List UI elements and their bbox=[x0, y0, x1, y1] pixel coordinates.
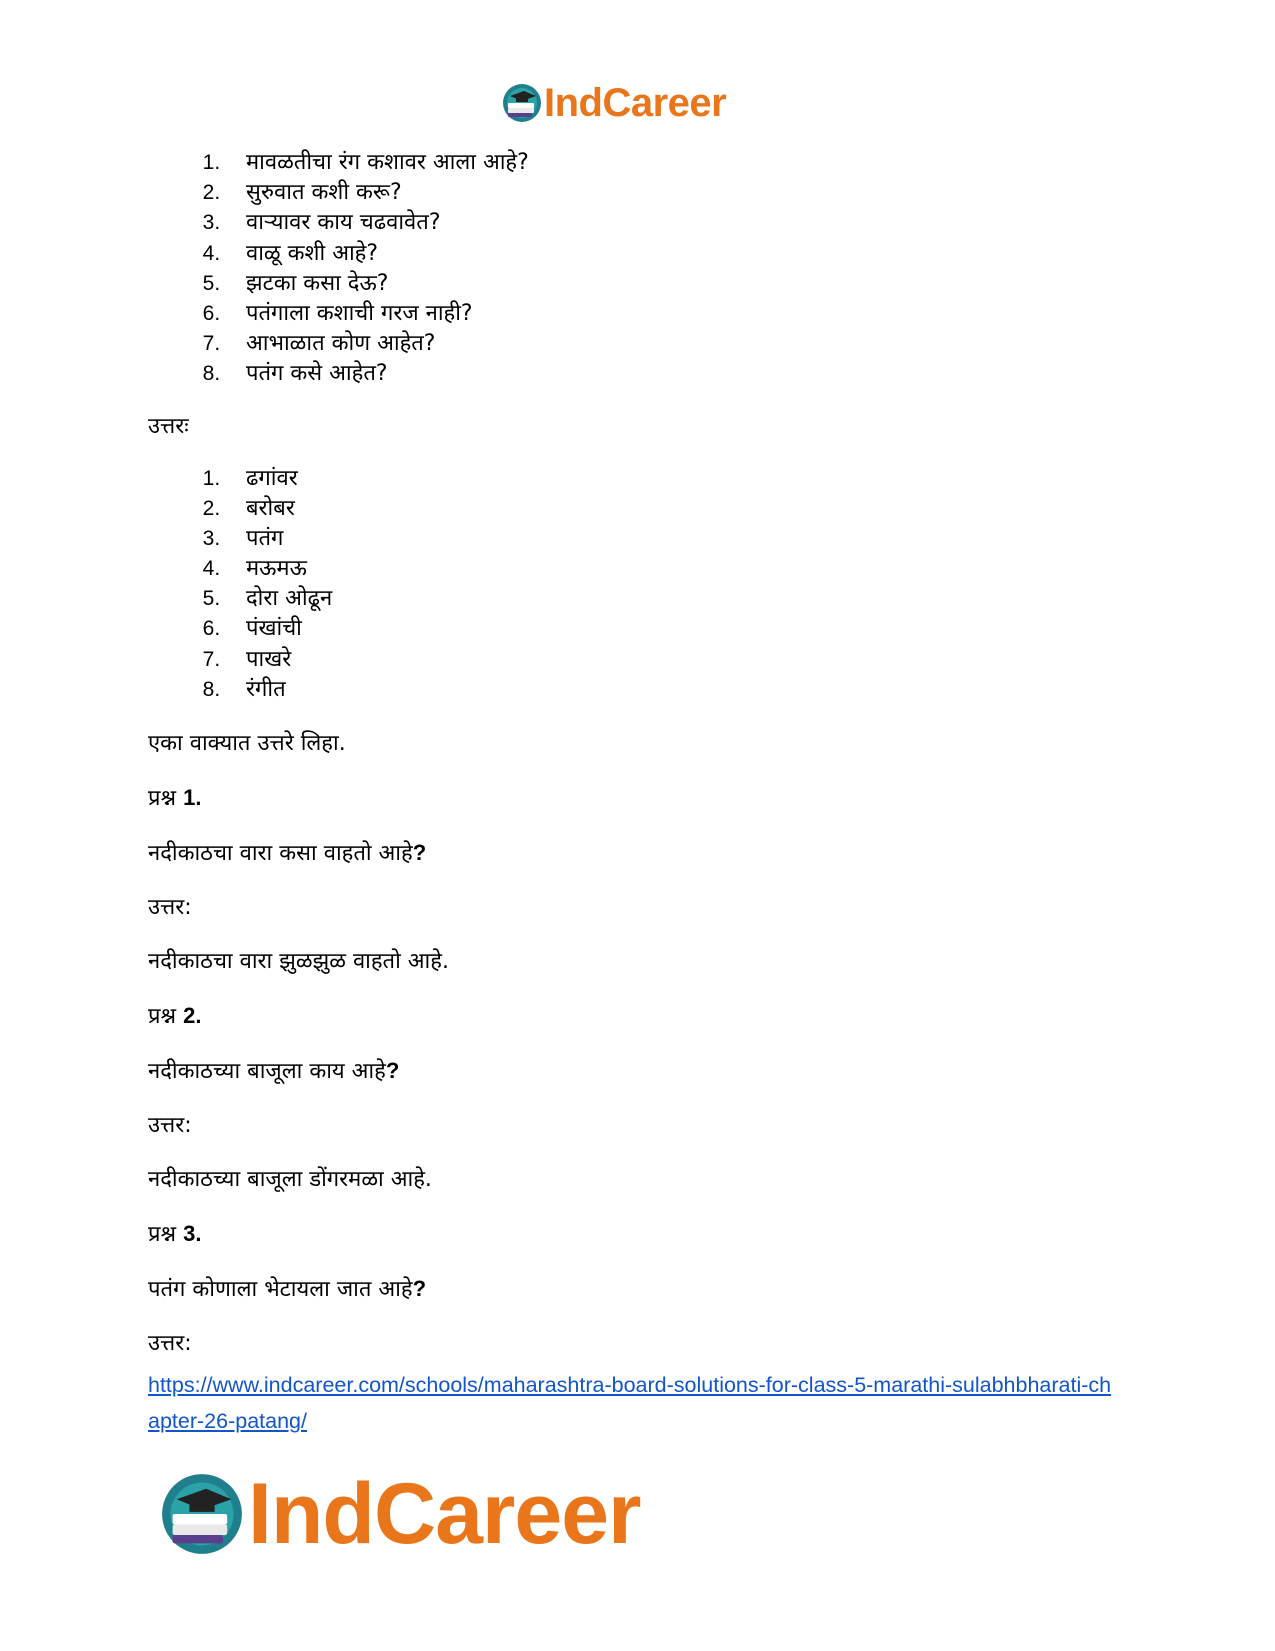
question-body: नदीकाठचा वारा कसा वाहतो आहे bbox=[148, 841, 413, 866]
list-item: 1. ढगांवर bbox=[226, 464, 1138, 494]
header-logo bbox=[502, 80, 726, 126]
question-label bbox=[148, 783, 1138, 814]
brand-name: IndCareer bbox=[248, 1465, 641, 1562]
list-item: 3. पतंग bbox=[226, 524, 1138, 554]
question-word: प्रश्न bbox=[148, 1222, 177, 1247]
list-item: 6. पंखांची bbox=[226, 614, 1138, 644]
question-number: 1. bbox=[183, 785, 202, 810]
answers-list bbox=[148, 464, 1138, 706]
section-title: एका वाक्यात उत्तरे लिहा. bbox=[148, 731, 346, 756]
answer-label: उत्तर: bbox=[148, 895, 192, 920]
question-text bbox=[148, 1056, 1138, 1087]
list-item: 2. बरोबर bbox=[226, 494, 1138, 524]
question-mark: ? bbox=[412, 1276, 427, 1301]
question-label bbox=[148, 1219, 1138, 1250]
list-item: 7. पाखरे bbox=[226, 645, 1138, 675]
list-item: 6. पतंगाला कशाची गरज नाही? bbox=[226, 299, 1138, 329]
question-mark: ? bbox=[412, 840, 427, 865]
answer-label: उत्तर: bbox=[148, 1113, 192, 1138]
question-word: प्रश्न bbox=[148, 786, 177, 811]
list-item: 4. मऊमऊ bbox=[226, 554, 1138, 584]
answers-heading: उत्तरः bbox=[148, 413, 189, 439]
list-item: 7. आभाळात कोण आहेत? bbox=[226, 329, 1138, 359]
question-number: 2. bbox=[183, 1003, 202, 1028]
question-text bbox=[148, 1274, 1138, 1305]
question-word: प्रश्न bbox=[148, 1004, 177, 1029]
answer-text: नदीकाठच्या बाजूला डोंगरमळा आहे. bbox=[148, 1167, 432, 1192]
question-body: पतंग कोणाला भेटायला जात आहे bbox=[148, 1277, 413, 1302]
list-item: 8. पतंग कसे आहेत? bbox=[226, 359, 1138, 389]
question-body: नदीकाठच्या बाजूला काय आहे bbox=[148, 1059, 386, 1084]
question-label bbox=[148, 1001, 1138, 1032]
list-item: 4. वाळू कशी आहे? bbox=[226, 239, 1138, 269]
source-link[interactable]: https://www.indcareer.com/schools/maharashtra-board-solutions-for-class-5-marathi-sulabhbharati-chapter-26-patang/ bbox=[148, 1373, 1112, 1433]
question-mark: ? bbox=[385, 1058, 400, 1083]
graduation-book-icon bbox=[160, 1472, 244, 1556]
answer-text: नदीकाठचा वारा झुळझुळ वाहतो आहे. bbox=[148, 949, 449, 974]
list-item: 5. दोरा ओढून bbox=[226, 584, 1138, 614]
document-body bbox=[148, 144, 1138, 1439]
list-item: 2. सुरुवात कशी करू? bbox=[226, 178, 1138, 208]
question-number: 3. bbox=[183, 1221, 202, 1246]
list-item: 5. झटका कसा देऊ? bbox=[226, 269, 1138, 299]
brand-name: IndCareer bbox=[544, 80, 727, 125]
questions-list bbox=[148, 148, 1138, 390]
question-text bbox=[148, 838, 1138, 869]
list-item: 1. मावळतीचा रंग कशावर आला आहे? bbox=[226, 148, 1138, 178]
footer-logo bbox=[160, 1465, 641, 1562]
list-item: 3. वाऱ्यावर काय चढवावेत? bbox=[226, 208, 1138, 238]
graduation-book-icon bbox=[502, 83, 542, 123]
list-item: 8. रंगीत bbox=[226, 675, 1138, 705]
answer-label: उत्तर: bbox=[148, 1331, 192, 1356]
